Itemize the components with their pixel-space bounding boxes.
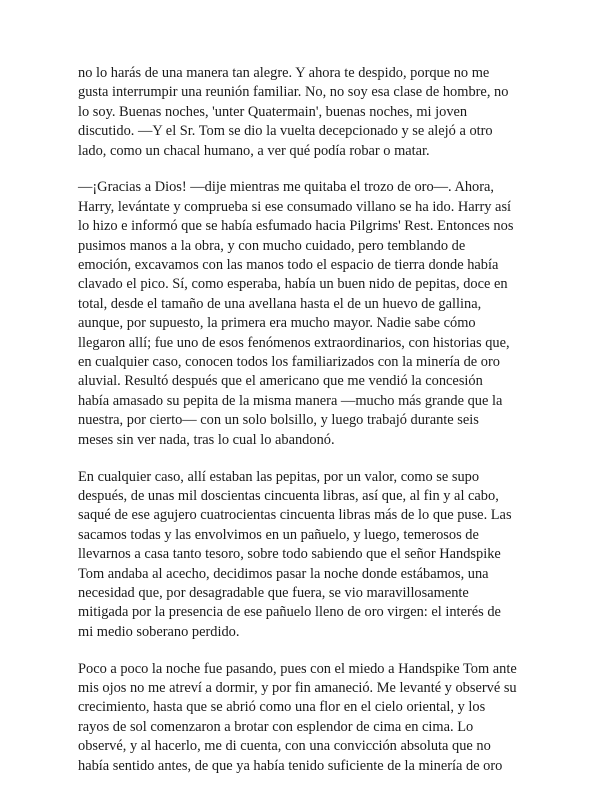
text-line: en cualquier caso, conocen todos los familiarizados con la minería de oro — [78, 354, 500, 371]
text-line: discutido. —Y el Sr. Tom se dio la vuelta decepcionado y se alejó a otro — [78, 123, 493, 140]
text-line: había amasado su pepita de la misma manera —mucho más grande que la — [78, 392, 503, 409]
text-line: Poco a poco la noche fue pasando, pues con el miedo a Handspike Tom ante — [78, 660, 517, 677]
text-line: clavado el pico. Sí, como esperaba, había un buen nido de pepitas, doce en — [78, 276, 508, 293]
text-line: total, desde el tamaño de una avellana hasta el de un huevo de gallina, — [78, 295, 482, 312]
body-text — [78, 64, 538, 793]
text-line: no lo harás de una manera tan alegre. Y ahora te despido, porque no me — [78, 65, 490, 81]
text-line: llevarnos a casa tanto tesoro, sobre todo sabiendo que el señor Handspike — [78, 546, 501, 563]
text-line: aluvial. Resultó después que el americano que me vendió la concesión — [78, 373, 483, 390]
text-line: mis ojos no me atreví a dormir, y por fin amaneció. Me levanté y observé su — [78, 679, 517, 696]
text-line: gusta interrumpir una reunión familiar. No, no soy esa clase de hombre, no — [78, 84, 509, 101]
text-line: había sentido antes, de que ya había tenido suficiente de la minería de oro — [78, 757, 503, 774]
text-line: llegaron allí; fue uno de esos fenómenos extraordinarios, con historias que, — [78, 334, 510, 351]
text-line: sacamos todas y las envolvimos en un pañuelo, y luego, temerosos de — [78, 526, 479, 543]
text-line: Harry, levántate y comprueba si ese consumado villano se ha ido. Harry así — [78, 198, 512, 215]
text-line: nuestra, por cierto— con un solo bolsillo, y luego trabajó durante seis — [78, 412, 479, 429]
text-line: meses sin ver nada, tras lo cual lo abandonó. — [78, 431, 335, 448]
paragraph-3 — [78, 468, 538, 643]
text-line: Tom andaba al acecho, decidimos pasar la noche donde estábamos, una — [78, 565, 489, 582]
text-line: aunque, por supuesto, la primera era mucho mayor. Nadie sabe cómo — [78, 315, 476, 332]
text-line: lo hizo e informó que se había esfumado hacia Pilgrims' Rest. Entonces nos — [78, 218, 514, 235]
text-line: pusimos manos a la obra, y con mucho cuidado, pero temblando de — [78, 237, 466, 254]
text-line: necesidad que, por desagradable que fuera, se vio maravillosamente — [78, 584, 469, 601]
paragraph-1 — [78, 64, 538, 161]
text-line: emoción, excavamos con las manos todo el espacio de tierra donde había — [78, 257, 499, 274]
text-line: crecimiento, hasta que se abrió como una flor en el cielo oriental, y los — [78, 699, 486, 716]
text-line: mi medio soberano perdido. — [78, 623, 240, 640]
text-line: observé, y al hacerlo, me di cuenta, con una convicción absoluta que no — [78, 738, 491, 755]
paragraph-4 — [78, 660, 538, 776]
paragraph-2 — [78, 178, 538, 450]
text-line: rayos de sol comenzaron a brotar con esplendor de cima en cima. Lo — [78, 718, 474, 735]
text-line: lo soy. Buenas noches, 'unter Quatermain', buenas noches, mi joven — [78, 103, 468, 120]
text-line: saqué de ese agujero cuatrocientas cincuenta libras más de lo que puse. Las — [78, 507, 512, 524]
text-line: En cualquier caso, allí estaban las pepitas, por un valor, como se supo — [78, 468, 480, 485]
text-line: mitigada por la presencia de ese pañuelo lleno de oro virgen: el interés de — [78, 604, 501, 621]
text-line: después, de unas mil doscientas cincuenta libras, así que, al fin y al cabo, — [78, 487, 499, 504]
text-line: —¡Gracias a Dios! —dije mientras me quitaba el trozo de oro—. Ahora, — [78, 179, 494, 196]
text-line: lado, como un chacal humano, a ver qué podía robar o matar. — [78, 142, 430, 159]
